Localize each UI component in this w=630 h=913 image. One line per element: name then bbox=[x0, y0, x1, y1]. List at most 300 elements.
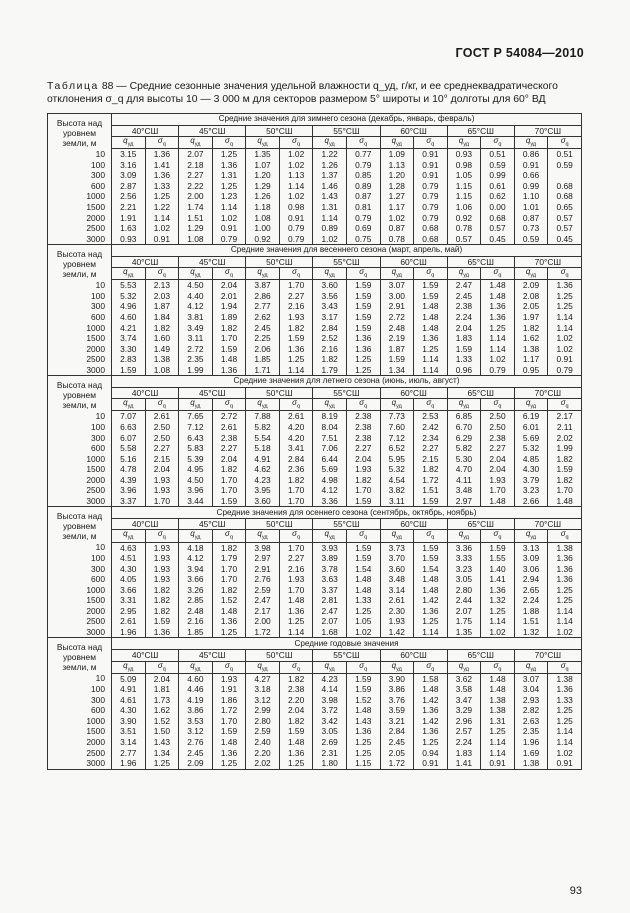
height-cell: 2500 bbox=[48, 223, 112, 234]
value-cell: 0.91 bbox=[414, 149, 448, 160]
latitude-header-row bbox=[48, 256, 582, 268]
value-cell: 1.82 bbox=[212, 322, 246, 333]
value-cell: 1.36 bbox=[548, 574, 582, 585]
value-cell: 2.04 bbox=[481, 454, 515, 465]
value-cell: 1.59 bbox=[346, 673, 380, 684]
value-cell: 5.82 bbox=[447, 443, 481, 454]
value-cell: 2.00 bbox=[246, 616, 280, 627]
value-cell: 5.32 bbox=[514, 443, 548, 454]
value-cell: 1.87 bbox=[145, 301, 179, 312]
q-symbol: $q_{уд}$ bbox=[112, 399, 146, 411]
q-symbol: $q_{уд}$ bbox=[246, 530, 280, 542]
value-cell: 1.36 bbox=[548, 280, 582, 291]
value-cell: 3.37 bbox=[313, 585, 347, 596]
value-cell: 1.59 bbox=[346, 301, 380, 312]
value-cell: 4.30 bbox=[112, 564, 146, 575]
value-cell: 1.32 bbox=[514, 627, 548, 638]
value-cell: 2.61 bbox=[212, 422, 246, 433]
height-cell: 3000 bbox=[48, 496, 112, 507]
value-cell: 3.89 bbox=[313, 553, 347, 564]
height-cell: 10 bbox=[48, 280, 112, 291]
value-cell: 2.36 bbox=[279, 464, 313, 475]
value-cell: 6.07 bbox=[112, 433, 146, 444]
value-cell: 2.00 bbox=[179, 191, 213, 202]
value-cell: 0.68 bbox=[548, 181, 582, 192]
value-cell: 1.38 bbox=[145, 354, 179, 365]
value-cell: 1.59 bbox=[481, 542, 515, 553]
value-cell: 1.86 bbox=[212, 695, 246, 706]
height-cell: 3000 bbox=[48, 627, 112, 638]
height-header: Высота над уровнем земли, м bbox=[48, 638, 112, 673]
table-row bbox=[48, 758, 582, 769]
value-cell: 3.60 bbox=[313, 280, 347, 291]
value-cell: 1.72 bbox=[212, 705, 246, 716]
value-cell: 2.01 bbox=[212, 291, 246, 302]
value-cell: 1.02 bbox=[380, 212, 414, 223]
value-cell: 1.54 bbox=[414, 564, 448, 575]
value-cell: 3.36 bbox=[313, 496, 347, 507]
value-cell: 1.93 bbox=[279, 312, 313, 323]
value-cell: 0.57 bbox=[548, 212, 582, 223]
value-cell: 1.35 bbox=[447, 627, 481, 638]
value-cell: 0.99 bbox=[514, 181, 548, 192]
height-cell: 2500 bbox=[48, 747, 112, 758]
value-cell: 3.04 bbox=[514, 684, 548, 695]
value-cell: 2.84 bbox=[313, 322, 347, 333]
value-cell: 1.82 bbox=[145, 585, 179, 596]
value-cell: 1.59 bbox=[346, 312, 380, 323]
table-row bbox=[48, 202, 582, 213]
value-cell: 3.90 bbox=[380, 673, 414, 684]
value-cell: 0.78 bbox=[447, 223, 481, 234]
value-cell: 3.53 bbox=[179, 716, 213, 727]
height-cell: 10 bbox=[48, 149, 112, 160]
height-cell: 2000 bbox=[48, 606, 112, 617]
value-cell: 1.36 bbox=[481, 301, 515, 312]
q-symbol: $q_{уд}$ bbox=[380, 399, 414, 411]
value-cell: 0.94 bbox=[414, 747, 448, 758]
q-symbol: $q_{уд}$ bbox=[447, 399, 481, 411]
value-cell: 1.25 bbox=[414, 344, 448, 355]
value-cell: 0.59 bbox=[481, 160, 515, 171]
value-cell: 1.25 bbox=[212, 149, 246, 160]
q-symbol: $q_{уд}$ bbox=[179, 661, 213, 673]
value-cell: 2.17 bbox=[548, 411, 582, 422]
q-symbol: $q_{уд}$ bbox=[447, 268, 481, 280]
value-cell: 1.93 bbox=[145, 542, 179, 553]
value-cell: 3.31 bbox=[112, 595, 146, 606]
value-cell: 2.47 bbox=[313, 606, 347, 617]
value-cell: 0.91 bbox=[414, 160, 448, 171]
value-cell: 1.48 bbox=[279, 737, 313, 748]
value-cell: 6.19 bbox=[514, 411, 548, 422]
value-cell: 0.57 bbox=[481, 223, 515, 234]
table-row bbox=[48, 170, 582, 181]
value-cell: 1.22 bbox=[313, 149, 347, 160]
value-cell: 1.99 bbox=[179, 365, 213, 376]
latitude-header: 55°СШ bbox=[313, 649, 380, 661]
value-cell: 2.52 bbox=[313, 333, 347, 344]
value-cell: 1.70 bbox=[279, 585, 313, 596]
value-cell: 0.91 bbox=[145, 234, 179, 245]
value-cell: 1.48 bbox=[346, 705, 380, 716]
value-cell: 1.54 bbox=[346, 564, 380, 575]
value-cell: 1.06 bbox=[447, 202, 481, 213]
sigma-symbol: $\sigma_q$ bbox=[414, 530, 448, 542]
latitude-header: 65°СШ bbox=[447, 649, 514, 661]
value-cell: 1.02 bbox=[548, 333, 582, 344]
value-cell: 5.69 bbox=[313, 464, 347, 475]
latitude-header: 55°СШ bbox=[313, 125, 380, 137]
sigma-symbol: $\sigma_q$ bbox=[414, 399, 448, 411]
height-cell: 1000 bbox=[48, 716, 112, 727]
value-cell: 2.47 bbox=[246, 595, 280, 606]
value-cell: 0.68 bbox=[548, 191, 582, 202]
height-header: Высота над уровнем земли, м bbox=[48, 114, 112, 149]
value-cell: 2.77 bbox=[246, 301, 280, 312]
value-cell: 0.68 bbox=[414, 234, 448, 245]
value-cell: 1.25 bbox=[414, 737, 448, 748]
value-cell: 1.48 bbox=[481, 496, 515, 507]
value-cell: 6.44 bbox=[313, 454, 347, 465]
value-cell: 4.98 bbox=[313, 475, 347, 486]
value-cell: 1.36 bbox=[145, 170, 179, 181]
caption-text: 88 — Средние сезонные значения удельной влажности q_уд, г/кг, и ее среднеквадратического отклонения σ_q для высоты 10 — 3 000 м для секторов размером 5° широты и 10° долготы для 60° ВД bbox=[47, 81, 558, 105]
value-cell: 0.79 bbox=[414, 191, 448, 202]
value-cell: 2.04 bbox=[447, 322, 481, 333]
value-cell: 1.33 bbox=[145, 181, 179, 192]
value-cell: 1.27 bbox=[380, 191, 414, 202]
value-cell: 1.59 bbox=[414, 496, 448, 507]
value-cell: 2.22 bbox=[179, 181, 213, 192]
value-cell: 3.13 bbox=[514, 542, 548, 553]
value-cell: 2.57 bbox=[447, 726, 481, 737]
height-cell: 3000 bbox=[48, 234, 112, 245]
height-cell: 100 bbox=[48, 160, 112, 171]
value-cell: 2.44 bbox=[447, 595, 481, 606]
value-cell: 3.70 bbox=[380, 553, 414, 564]
value-cell: 0.79 bbox=[212, 234, 246, 245]
value-cell: 0.91 bbox=[548, 354, 582, 365]
table-row bbox=[48, 716, 582, 727]
sigma-symbol: $\sigma_q$ bbox=[212, 268, 246, 280]
value-cell: 1.70 bbox=[212, 574, 246, 585]
value-cell: 2.38 bbox=[447, 301, 481, 312]
value-cell: 1.59 bbox=[346, 496, 380, 507]
value-cell: 0.75 bbox=[346, 234, 380, 245]
value-cell: 3.23 bbox=[514, 485, 548, 496]
height-cell: 600 bbox=[48, 312, 112, 323]
symbol-header-row bbox=[48, 268, 582, 280]
value-cell: 0.91 bbox=[414, 170, 448, 181]
q-symbol: $q_{уд}$ bbox=[246, 268, 280, 280]
value-cell: 2.04 bbox=[346, 454, 380, 465]
table-row bbox=[48, 212, 582, 223]
value-cell: 1.38 bbox=[514, 344, 548, 355]
value-cell: 8.19 bbox=[313, 411, 347, 422]
value-cell: 1.82 bbox=[212, 585, 246, 596]
value-cell: 3.41 bbox=[279, 443, 313, 454]
value-cell: 1.02 bbox=[481, 627, 515, 638]
q-symbol: $q_{уд}$ bbox=[313, 399, 347, 411]
value-cell: 4.40 bbox=[179, 291, 213, 302]
value-cell: 1.93 bbox=[145, 485, 179, 496]
value-cell: 3.48 bbox=[447, 485, 481, 496]
value-cell: 1.02 bbox=[145, 223, 179, 234]
latitude-header: 60°СШ bbox=[380, 387, 447, 399]
value-cell: 2.84 bbox=[279, 454, 313, 465]
value-cell: 1.25 bbox=[212, 181, 246, 192]
value-cell: 3.98 bbox=[313, 695, 347, 706]
value-cell: 1.59 bbox=[414, 280, 448, 291]
value-cell: 1.82 bbox=[514, 322, 548, 333]
latitude-header: 70°СШ bbox=[514, 649, 581, 661]
height-cell: 1500 bbox=[48, 595, 112, 606]
height-cell: 600 bbox=[48, 181, 112, 192]
sigma-symbol: $\sigma_q$ bbox=[346, 530, 380, 542]
value-cell: 1.68 bbox=[313, 627, 347, 638]
value-cell: 5.32 bbox=[112, 291, 146, 302]
value-cell: 1.25 bbox=[346, 747, 380, 758]
value-cell: 4.11 bbox=[447, 475, 481, 486]
value-cell: 1.51 bbox=[179, 212, 213, 223]
height-cell: 3000 bbox=[48, 758, 112, 769]
value-cell: 3.36 bbox=[447, 542, 481, 553]
value-cell: 1.82 bbox=[212, 542, 246, 553]
value-cell: 1.15 bbox=[447, 181, 481, 192]
value-cell: 2.24 bbox=[447, 737, 481, 748]
value-cell: 1.97 bbox=[514, 312, 548, 323]
value-cell: 0.89 bbox=[346, 181, 380, 192]
value-cell: 1.05 bbox=[346, 616, 380, 627]
value-cell: 1.25 bbox=[548, 705, 582, 716]
value-cell: 4.19 bbox=[179, 695, 213, 706]
value-cell: 1.81 bbox=[145, 684, 179, 695]
value-cell: 1.85 bbox=[179, 627, 213, 638]
value-cell: 3.73 bbox=[380, 542, 414, 553]
value-cell: 1.14 bbox=[548, 616, 582, 627]
value-cell: 1.38 bbox=[481, 695, 515, 706]
value-cell: 3.18 bbox=[246, 684, 280, 695]
value-cell: 7.60 bbox=[380, 422, 414, 433]
value-cell: 3.00 bbox=[380, 291, 414, 302]
value-cell: 3.44 bbox=[179, 496, 213, 507]
value-cell: 0.78 bbox=[380, 234, 414, 245]
value-cell: 2.99 bbox=[246, 705, 280, 716]
value-cell: 0.51 bbox=[548, 149, 582, 160]
height-cell: 600 bbox=[48, 574, 112, 585]
q-symbol: $q_{уд}$ bbox=[313, 661, 347, 673]
value-cell: 0.79 bbox=[279, 223, 313, 234]
height-cell: 100 bbox=[48, 291, 112, 302]
value-cell: 0.68 bbox=[414, 223, 448, 234]
value-cell: 2.72 bbox=[212, 411, 246, 422]
height-cell: 2000 bbox=[48, 344, 112, 355]
value-cell: 2.62 bbox=[246, 312, 280, 323]
latitude-header-row bbox=[48, 125, 582, 137]
latitude-header: 60°СШ bbox=[380, 649, 447, 661]
value-cell: 0.89 bbox=[313, 223, 347, 234]
q-symbol: $q_{уд}$ bbox=[447, 137, 481, 149]
value-cell: 1.28 bbox=[380, 181, 414, 192]
section-title-row bbox=[48, 638, 582, 650]
value-cell: 4.12 bbox=[179, 301, 213, 312]
value-cell: 1.36 bbox=[346, 344, 380, 355]
latitude-header: 50°СШ bbox=[246, 387, 313, 399]
value-cell: 1.36 bbox=[414, 705, 448, 716]
value-cell: 1.10 bbox=[514, 191, 548, 202]
value-cell: 1.59 bbox=[346, 684, 380, 695]
table-row bbox=[48, 333, 582, 344]
value-cell: 2.17 bbox=[246, 606, 280, 617]
value-cell: 2.61 bbox=[380, 595, 414, 606]
value-cell: 2.87 bbox=[112, 181, 146, 192]
value-cell: 1.25 bbox=[279, 616, 313, 627]
value-cell: 2.19 bbox=[380, 333, 414, 344]
value-cell: 1.82 bbox=[279, 716, 313, 727]
value-cell: 2.06 bbox=[246, 344, 280, 355]
value-cell: 2.81 bbox=[313, 595, 347, 606]
value-cell: 1.34 bbox=[380, 365, 414, 376]
sigma-symbol: $\sigma_q$ bbox=[145, 137, 179, 149]
value-cell: 1.05 bbox=[447, 170, 481, 181]
value-cell: 1.25 bbox=[212, 627, 246, 638]
value-cell: 2.38 bbox=[212, 433, 246, 444]
value-cell: 4.54 bbox=[380, 475, 414, 486]
value-cell: 3.72 bbox=[313, 705, 347, 716]
value-cell: 1.48 bbox=[279, 595, 313, 606]
value-cell: 1.38 bbox=[548, 542, 582, 553]
value-cell: 1.75 bbox=[447, 616, 481, 627]
value-cell: 1.99 bbox=[548, 443, 582, 454]
q-symbol: $q_{уд}$ bbox=[380, 661, 414, 673]
value-cell: 1.25 bbox=[548, 291, 582, 302]
value-cell: 1.14 bbox=[279, 627, 313, 638]
value-cell: 3.59 bbox=[380, 705, 414, 716]
value-cell: 0.51 bbox=[481, 149, 515, 160]
value-cell: 0.77 bbox=[346, 149, 380, 160]
value-cell: 3.11 bbox=[179, 333, 213, 344]
height-cell: 100 bbox=[48, 553, 112, 564]
value-cell: 2.09 bbox=[514, 280, 548, 291]
q-symbol: $q_{уд}$ bbox=[514, 268, 548, 280]
value-cell: 2.45 bbox=[380, 737, 414, 748]
value-cell: 0.00 bbox=[481, 202, 515, 213]
value-cell: 2.20 bbox=[279, 695, 313, 706]
value-cell: 7.88 bbox=[246, 411, 280, 422]
latitude-header: 65°СШ bbox=[447, 125, 514, 137]
value-cell: 0.91 bbox=[548, 758, 582, 769]
value-cell: 1.60 bbox=[145, 333, 179, 344]
value-cell: 1.36 bbox=[212, 616, 246, 627]
value-cell: 2.84 bbox=[380, 726, 414, 737]
value-cell: 4.62 bbox=[246, 464, 280, 475]
value-cell: 3.86 bbox=[179, 705, 213, 716]
value-cell: 2.27 bbox=[212, 443, 246, 454]
height-cell: 100 bbox=[48, 684, 112, 695]
symbol-header-row bbox=[48, 399, 582, 411]
q-symbol: $q_{уд}$ bbox=[380, 530, 414, 542]
value-cell: 0.79 bbox=[346, 160, 380, 171]
value-cell: 1.59 bbox=[346, 291, 380, 302]
value-cell: 3.94 bbox=[179, 564, 213, 575]
value-cell: 1.59 bbox=[414, 553, 448, 564]
value-cell: 2.61 bbox=[112, 616, 146, 627]
value-cell: 1.96 bbox=[112, 627, 146, 638]
value-cell: 1.14 bbox=[548, 312, 582, 323]
table-row bbox=[48, 574, 582, 585]
value-cell: 2.50 bbox=[145, 422, 179, 433]
value-cell: 1.14 bbox=[414, 365, 448, 376]
value-cell: 4.23 bbox=[313, 673, 347, 684]
value-cell: 1.37 bbox=[313, 170, 347, 181]
section-title-row bbox=[48, 245, 582, 257]
value-cell: 2.02 bbox=[246, 758, 280, 769]
height-cell: 1500 bbox=[48, 726, 112, 737]
latitude-header: 45°СШ bbox=[179, 256, 246, 268]
value-cell: 0.79 bbox=[279, 234, 313, 245]
value-cell: 1.93 bbox=[380, 616, 414, 627]
value-cell: 1.25 bbox=[279, 354, 313, 365]
value-cell: 1.55 bbox=[481, 553, 515, 564]
height-header: Высота над уровнем земли, м bbox=[48, 245, 112, 280]
value-cell: 2.20 bbox=[246, 747, 280, 758]
value-cell: 1.82 bbox=[279, 673, 313, 684]
value-cell: 1.70 bbox=[212, 333, 246, 344]
value-cell: 1.18 bbox=[246, 202, 280, 213]
value-cell: 0.92 bbox=[447, 212, 481, 223]
value-cell: 3.79 bbox=[514, 475, 548, 486]
sigma-symbol: $\sigma_q$ bbox=[212, 661, 246, 673]
value-cell: 1.25 bbox=[481, 726, 515, 737]
table-row bbox=[48, 475, 582, 486]
value-cell: 1.36 bbox=[279, 606, 313, 617]
value-cell: 1.14 bbox=[481, 333, 515, 344]
latitude-header: 65°СШ bbox=[447, 256, 514, 268]
value-cell: 2.48 bbox=[380, 322, 414, 333]
value-cell: 5.95 bbox=[380, 454, 414, 465]
value-cell: 1.41 bbox=[481, 574, 515, 585]
value-cell: 0.57 bbox=[548, 223, 582, 234]
value-cell: 5.39 bbox=[179, 454, 213, 465]
value-cell: 4.12 bbox=[313, 485, 347, 496]
value-cell: 2.16 bbox=[279, 564, 313, 575]
value-cell: 1.13 bbox=[380, 160, 414, 171]
value-cell: 1.02 bbox=[313, 234, 347, 245]
value-cell: 1.48 bbox=[346, 574, 380, 585]
value-cell: 1.71 bbox=[246, 365, 280, 376]
table-row bbox=[48, 684, 582, 695]
value-cell: 0.59 bbox=[548, 160, 582, 171]
height-header: Высота над уровнем земли, м bbox=[48, 376, 112, 411]
latitude-header: 40°СШ bbox=[112, 649, 179, 661]
value-cell: 3.11 bbox=[380, 496, 414, 507]
table-row bbox=[48, 705, 582, 716]
value-cell: 1.15 bbox=[346, 758, 380, 769]
value-cell: 1.29 bbox=[246, 181, 280, 192]
sigma-symbol: $\sigma_q$ bbox=[279, 137, 313, 149]
value-cell: 1.48 bbox=[414, 322, 448, 333]
q-symbol: $q_{уд}$ bbox=[179, 268, 213, 280]
value-cell: 1.25 bbox=[145, 191, 179, 202]
value-cell: 0.99 bbox=[481, 170, 515, 181]
value-cell: 3.66 bbox=[112, 585, 146, 596]
value-cell: 5.54 bbox=[246, 433, 280, 444]
value-cell: 1.36 bbox=[414, 726, 448, 737]
value-cell: 2.08 bbox=[514, 291, 548, 302]
value-cell: 1.59 bbox=[279, 726, 313, 737]
value-cell: 3.86 bbox=[380, 684, 414, 695]
